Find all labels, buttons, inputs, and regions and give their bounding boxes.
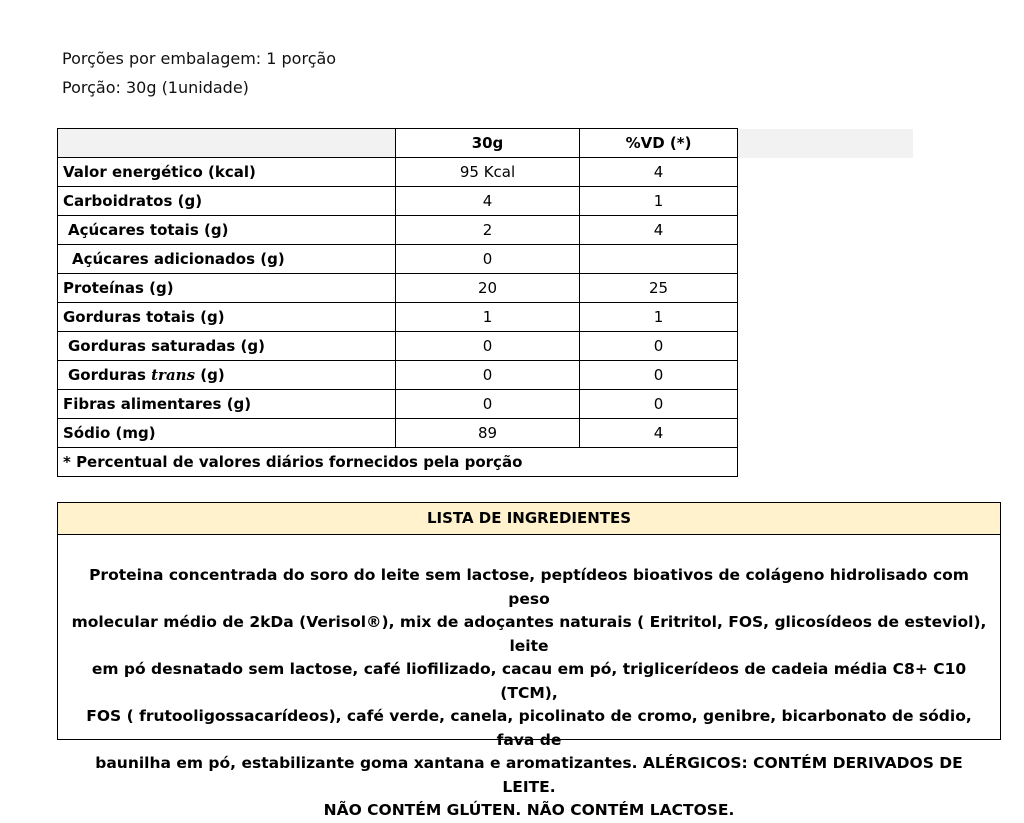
row-amount: 1 (396, 303, 580, 332)
row-amount: 0 (396, 361, 580, 390)
row-vd: 0 (580, 390, 738, 419)
row-label-prefix: Gorduras (68, 366, 152, 384)
ingredients-line: NÃO CONTÉM GLÚTEN. NÃO CONTÉM LACTOSE. (323, 801, 735, 819)
row-vd (580, 245, 738, 274)
row-label: Fibras alimentares (g) (58, 390, 396, 419)
row-label: Gorduras totais (g) (58, 303, 396, 332)
row-label: Proteínas (g) (58, 274, 396, 303)
table-header-row (58, 129, 738, 158)
row-vd: 4 (580, 158, 738, 187)
table-row (58, 245, 738, 274)
row-label-suffix: (g) (195, 366, 225, 384)
servings-per-package: Porções por embalagem: 1 porção (62, 49, 337, 68)
row-vd: 1 (580, 303, 738, 332)
row-label: Sódio (mg) (58, 419, 396, 448)
table-row (58, 187, 738, 216)
row-vd: 25 (580, 274, 738, 303)
row-amount: 20 (396, 274, 580, 303)
row-label (58, 361, 396, 390)
row-amount: 0 (396, 390, 580, 419)
row-vd: 1 (580, 187, 738, 216)
serving-size: Porção: 30g (1unidade) (62, 78, 249, 97)
ingredients-title: LISTA DE INGREDIENTES (58, 503, 1000, 535)
table-row (58, 303, 738, 332)
table-footnote: * Percentual de valores diários fornecidos pela porção (58, 448, 738, 477)
row-label: Gorduras saturadas (g) (58, 332, 396, 361)
nutrition-table (57, 128, 738, 477)
row-vd: 0 (580, 361, 738, 390)
ingredients-line: molecular médio de 2kDa (Verisol®), mix de adoçantes naturais ( Eritritol, FOS, glicosídeos de esteviol), leite (71, 613, 987, 655)
header-cell-amount: 30g (396, 129, 580, 158)
table-row (58, 332, 738, 361)
ingredients-box (57, 502, 1001, 819)
row-vd: 0 (580, 332, 738, 361)
table-row (58, 361, 738, 390)
row-label: Carboidratos (g) (58, 187, 396, 216)
row-amount: 0 (396, 245, 580, 274)
row-label: Açúcares adicionados (g) (58, 245, 396, 274)
table-row (58, 274, 738, 303)
row-amount: 2 (396, 216, 580, 245)
table-row (58, 158, 738, 187)
ingredients-text (58, 535, 1000, 823)
header-shading (737, 129, 913, 158)
row-vd: 4 (580, 216, 738, 245)
ingredients-line: em pó desnatado sem lactose, café liofilizado, cacau em pó, triglicerídeos de cadeia média C8+ C10 (TCM), (91, 660, 967, 702)
ingredients-line: FOS ( frutooligossacarídeos), café verde, canela, picolinato de cromo, genibre, bicarbonato de sódio, fava de (86, 707, 972, 749)
table-row (58, 419, 738, 448)
table-row (58, 390, 738, 419)
table-footnote-row (58, 448, 738, 477)
ingredients-line: Proteina concentrada do soro do leite sem lactose, peptídeos bioativos de colágeno hidrolisado com peso (89, 566, 969, 608)
row-label-italic: trans (151, 366, 196, 384)
row-label: Açúcares totais (g) (58, 216, 396, 245)
header-cell-label (58, 129, 396, 158)
row-amount: 89 (396, 419, 580, 448)
row-amount: 0 (396, 332, 580, 361)
row-amount: 95 Kcal (396, 158, 580, 187)
header-cell-vd: %VD (*) (580, 129, 738, 158)
row-label: Valor energético (kcal) (58, 158, 396, 187)
table-row (58, 216, 738, 245)
ingredients-line: baunilha em pó, estabilizante goma xantana e aromatizantes. ALÉRGICOS: CONTÉM DERIVADOS DE LEITE. (95, 754, 963, 796)
row-amount: 4 (396, 187, 580, 216)
row-vd: 4 (580, 419, 738, 448)
